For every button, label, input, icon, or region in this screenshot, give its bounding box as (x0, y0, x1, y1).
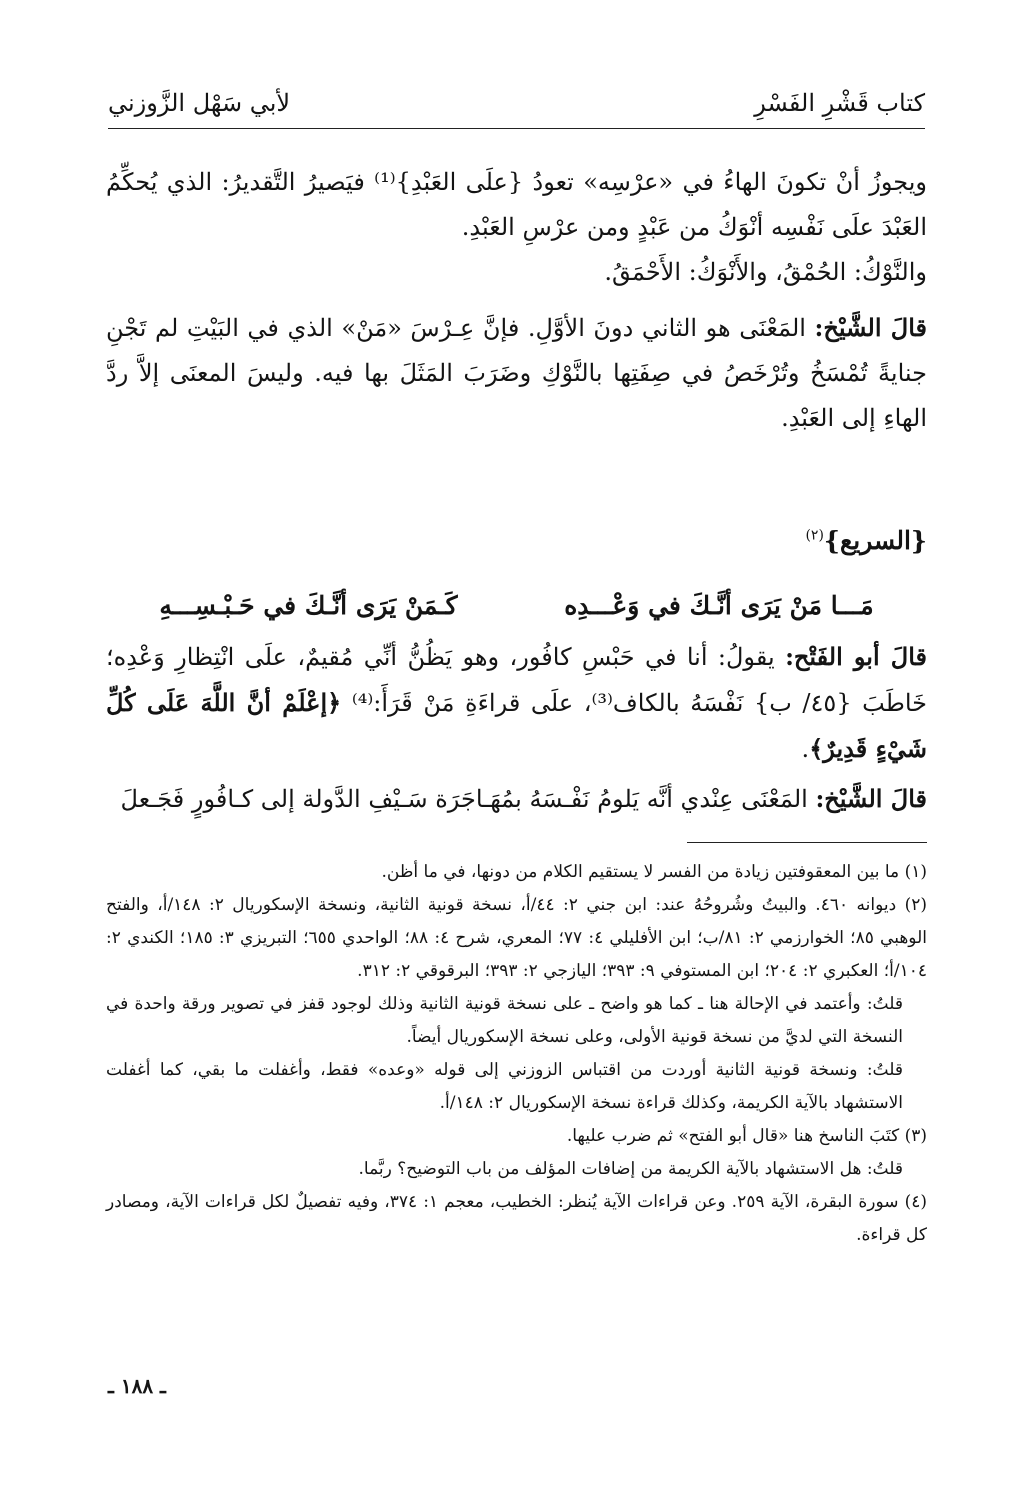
speaker-label: قالَ الشَّيْخ: (814, 313, 928, 342)
footnote-note: قلتُ: هل الاستشهاد بالآية الكريمة من إضافات المؤلف من باب التوضيح؟ ربَّما. (358, 1159, 903, 1179)
commentary-paragraph-1 (106, 634, 927, 772)
footnote: (٢) ديوانه ٤٦٠. والبيتُ وشُروحُهُ عند: ابن جني ٢: ٤٤/أ، نسخة قونية الثانية، ونسخة الإسكوريال ٢: ١٤٨/أ، والفتح الوهبي ٨٥؛ الخوارزمي ٢: ٨١/ب؛ ابن الأفليلي ٤: ٧٧؛ المعري، شرح ٤: ٨٨؛ الواحدي ٦٥٥؛ التبريزي ٣: ١٨٥؛ الكندي ٢: ١٠٤/أ؛ العكبري ٢: ٢٠٤؛ ابن المستوفي ٩: ٣٩٣؛ اليازجي ٢: ٣٩٣؛ البرقوقي ٢: ٣١٢. (106, 895, 927, 981)
paragraph-1: ويجوزُ أنْ تكونَ الهاءُ في «عرْسِه» تعودُ {علَى العَبْدِ}⁽¹⁾ فيَصيرُ التَّقديرُ: الذي يُحكِّمُ العَبْدَ علَى نَفْسِه أنْوَكُ من عَبْدٍ ومن عرْسِ العَبْدِ. (106, 168, 927, 241)
footnote: (٣) كتَبَ الناسخ هنا «قال أبو الفتح» ثم ضرب عليها. (566, 1126, 927, 1146)
meter-name: {السريع} (823, 526, 927, 555)
footnote-separator (687, 842, 927, 843)
footnote: (٤) سورة البقرة، الآية ٢٥٩. وعن قراءات الآية يُنظر: الخطيب، معجم ١: ٣٧٤، وفيه تفصيلٌ لكل قراءات الآية، ومصادر كل قراءة. (106, 1192, 927, 1245)
running-header (108, 78, 925, 129)
footnotes (106, 856, 927, 1252)
verse-line (106, 580, 927, 630)
poetic-meter-label (805, 526, 927, 555)
paragraph-3 (106, 305, 927, 441)
verse-hemistich-2: كَـمَنْ يَرَى أنَّـكَ في حَـبْـسِـــهِ (159, 590, 458, 620)
header-book-title: كتاب قَشْرِ الفَسْرِ (754, 89, 925, 117)
commentary-1-end: . (801, 735, 810, 763)
page-number: ـ ١٨٨ ـ (108, 1374, 166, 1398)
quran-quote: ﴿إعْلَمْ أنَّ اللَّهَ عَلَى كُلِّ شَيْءٍ قَدِيرٌ﴾ (106, 688, 927, 763)
speaker-label: قالَ الشَّيْخ: (815, 784, 927, 813)
paragraph-2: والنَّوْكُ: الحُمْقُ، والأَنْوَكُ: الأَحْمَقُ. (604, 258, 927, 286)
footnote: (١) ما بين المعقوفتين زيادة من الفسر لا يستقيم الكلام من دونها، في ما أظن. (381, 862, 927, 882)
paragraph-3-text: المَعْنَى هو الثاني دونَ الأوَّلِ. فإنَّ عِـرْسَ «مَنْ» الذي في البَيْتِ لم تَجْنِ جنايةً تُمْسَخُ وتُرْخَصُ في صِفَتِها بالنَّوْكِ وضَرَبَ المَثَلَ بها فيه. وليسَ المعنَى إلاَّ ردَّ الهاءِ إلى العَبْدِ. (106, 314, 927, 432)
footnote-note: قلتُ: ونسخة قونية الثانية أوردت من اقتباس الزوزني إلى قوله «وعده» فقط، وأغفلت ما بقي، كما أغفلت الاستشهاد بالآية الكريمة، وكذلك قراءة نسخة الإسكوريال ٢: ١٤٨/أ. (106, 1060, 903, 1113)
header-author: لأبي سَهْل الزَّوزني (108, 89, 291, 117)
footnote-note: قلتُ: وأعتمد في الإحالة هنا ـ كما هو واضح ـ على نسخة قونية الثانية وذلك لوجود قفز في تصوير ورقة واحدة في النسخة التي لديَّ من نسخة قونية الأولى، وعلى نسخة الإسكوريال أيضاً. (106, 994, 903, 1047)
main-text-upper (106, 160, 927, 441)
main-text-lower (106, 634, 927, 822)
commentary-paragraph-2 (106, 776, 927, 822)
commentary-1-text: يقولُ: أنا في حَبْسِ كافُور، وهو يَظُنُّ أنِّي مُقيمٌ، علَى انْتِظارِ وَعْدِه؛ خَاطَبَ {٤٥/ ب} نَفْسَهُ بالكاف⁽³⁾، علَى قراءَةِ مَنْ قَرَأَ:⁽⁴⁾ (106, 643, 927, 717)
verse-hemistich-1: مَـــا مَنْ يَرَى أنَّـكَ في وَعْـــدِه (564, 590, 874, 620)
speaker-label: قالَ أبو الفَتْح: (785, 642, 927, 671)
meter-footnote-ref: (٢) (805, 527, 824, 544)
commentary-2-text: المَعْنَى عِنْدي أنَّه يَلومُ نَفْـسَهُ بمُهَـاجَرَة سَـيْفِ الدَّولة إلى كـافُورٍ فَجَـعلَ (120, 785, 816, 813)
